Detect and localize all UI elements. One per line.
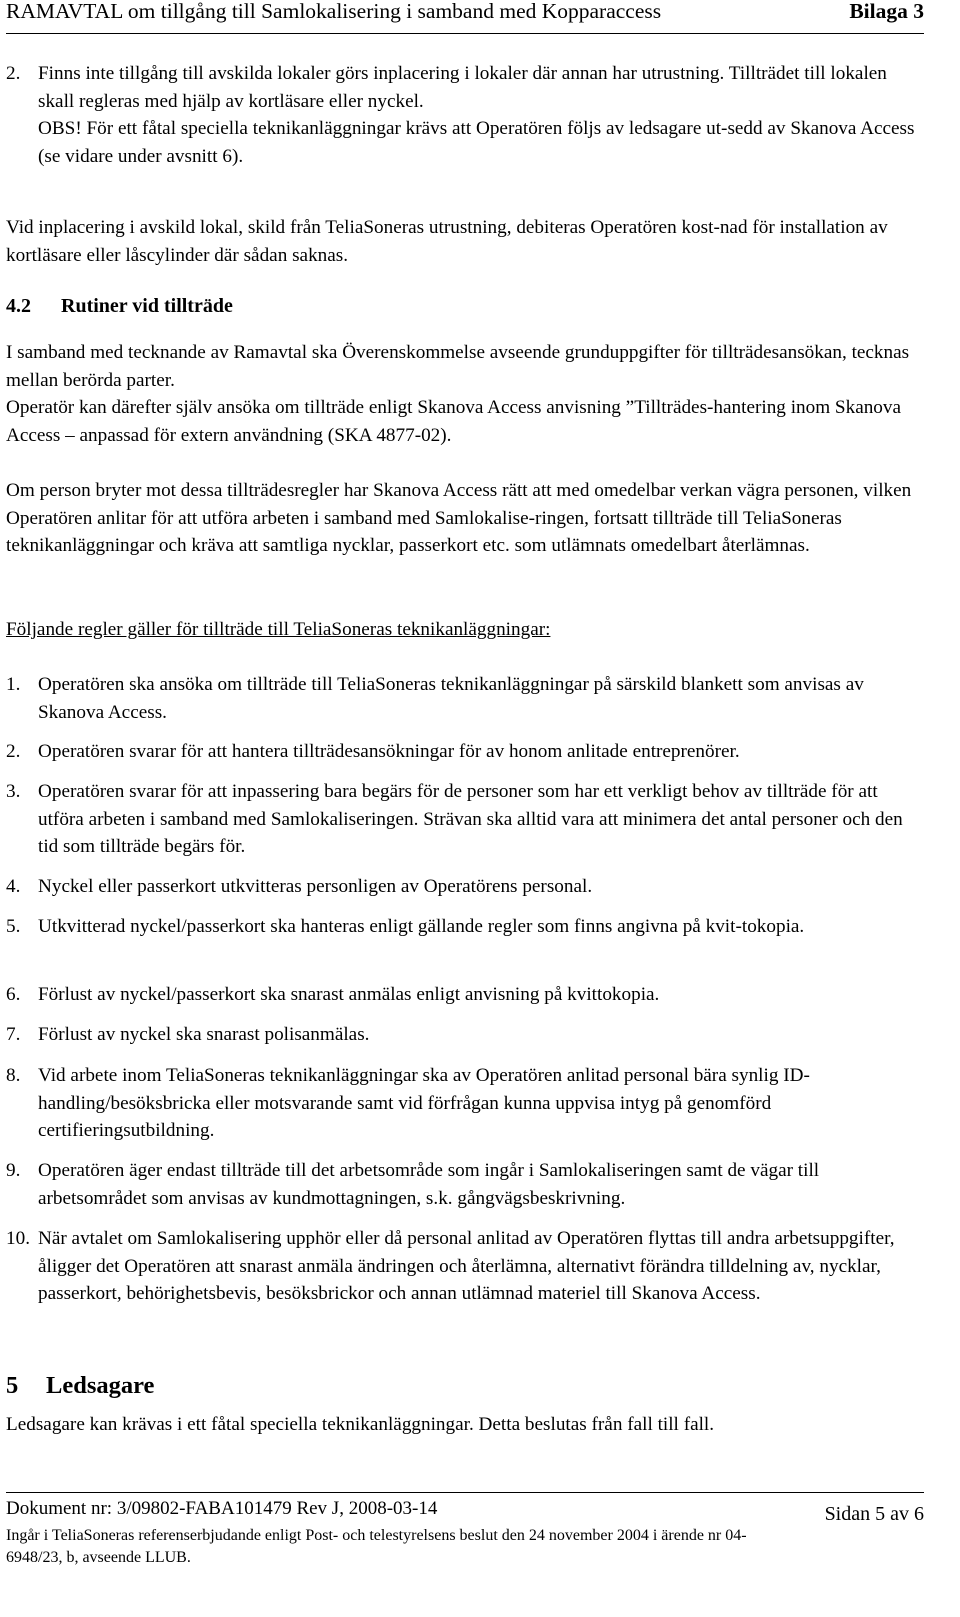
document-number: Dokument nr: 3/09802-FABA101479 Rev J, 2008-03-14 [6, 1498, 438, 1519]
footer-note: Ingår i TeliaSoneras referenserbjudande enligt Post- och telestyrelsens beslut den 24 november 2004 i ärende nr 04-6948/23, b, avseende LLUB. [6, 1527, 747, 1566]
rule-number: 7. [6, 1024, 21, 1045]
page-number: Sidan 5 av 6 [824, 1503, 924, 1525]
section-number: 5 [6, 1372, 19, 1399]
obs-note: OBS! För ett fåtal speciella teknikanläggningar krävs att Operatören följs av ledsagare ut-sedd av Skanova Access (se vidare under avsnitt 6). [38, 118, 915, 167]
rule-number: 9. [6, 1160, 21, 1181]
paragraph-ledsagare: Ledsagare kan krävas i ett fåtal speciella teknikanläggningar. Detta beslutas från fall till fall. [6, 1414, 715, 1435]
section-number: 4.2 [6, 295, 31, 317]
paragraph-inplacering: Vid inplacering i avskild lokal, skild från TeliaSoneras utrustning, debiteras Operatören kost-nad för installation av kortläsare eller låscylinder där sådan saknas. [6, 217, 888, 266]
page-header [6, 0, 924, 26]
rule-text: Förlust av nyckel/passerkort ska snarast anmälas enligt anvisning på kvittokopia. [38, 984, 660, 1005]
paragraph-ramavtal: I samband med tecknande av Ramavtal ska Överenskommelse avseende grunduppgifter för tillträdesansökan, tecknas mellan berörda parter. [6, 342, 910, 391]
list-item-number: 2. [6, 63, 21, 84]
section-title: Ledsagare [46, 1372, 155, 1399]
document-title: RAMAVTAL om tillgång till Samlokalisering i samband med Kopparaccess [6, 0, 662, 23]
rule-text: Utkvitterad nyckel/passerkort ska hanteras enligt gällande regler som finns angivna på kvit-tokopia. [38, 916, 805, 937]
section-title: Rutiner vid tillträde [61, 295, 233, 317]
rules-heading: Följande regler gäller för tillträde till TeliaSoneras teknikanläggningar: [6, 619, 551, 640]
paragraph-ansokan: Operatör kan därefter själv ansöka om tillträde enligt Skanova Access anvisning ”Tillträdes-hantering inom Skanova Access – anpassad för extern användning (SKA 4877-02). [6, 397, 902, 446]
rule-number: 2. [6, 741, 21, 762]
rule-number: 8. [6, 1065, 21, 1086]
rule-text: Operatören svarar för att inpassering bara begärs för de personer som har ett verkligt behov av tillträde för att utföra arbeten i samband med Samlokaliseringen. Strävan ska alltid vara att minimera det antal personer och den tid som tillträde begärs för. [38, 781, 903, 857]
rule-text: Operatören svarar för att hantera tillträdesansökningar för av honom anlitade entreprenörer. [38, 741, 740, 762]
rule-number: 5. [6, 916, 21, 937]
header-divider [6, 33, 924, 34]
rule-number: 3. [6, 781, 21, 802]
rule-text: När avtalet om Samlokalisering upphör eller då personal anlitad av Operatören flyttas till andra arbetsuppgifter, åligger det Operatören att snarast anmäla ändringen och återlämna, alternativt förändra tilldelning av, nycklar, passerkort, behörighetsbevis, besöksbrickor och annan utlämnad materiel till Skanova Access. [38, 1228, 895, 1304]
footer-divider [6, 1492, 924, 1493]
rule-number: 6. [6, 984, 21, 1005]
list-item-text: Finns inte tillgång till avskilda lokaler görs inplacering i lokaler där annan har utrustning. Tillträdet till lokalen skall regleras med hjälp av kortläsare eller nyckel. [38, 63, 887, 112]
appendix-label: Bilaga 3 [849, 0, 924, 23]
rule-number: 4. [6, 876, 21, 897]
rule-text: Vid arbete inom TeliaSoneras teknikanläggningar ska av Operatören anlitad personal bära synlig ID-handling/besöksbricka eller motsvarande samt vid förfrågan kunna uppvisa intyg på genomförd certifieringsutbildning. [38, 1065, 810, 1141]
rule-number: 1. [6, 674, 21, 695]
rule-text: Förlust av nyckel ska snarast polisanmälas. [38, 1024, 370, 1045]
rule-number: 10. [6, 1228, 30, 1249]
rule-text: Operatören ska ansöka om tillträde till TeliaSoneras teknikanläggningar på särskild blankett som anvisas av Skanova Access. [38, 674, 864, 723]
paragraph-tilltradesregler: Om person bryter mot dessa tillträdesregler har Skanova Access rätt att med omedelbar verkan vägra personen, vilken Operatören anlitar för att utföra arbeten i samband med Samlokalise-ringen, fortsatt tillträde till TeliaSoneras teknikanläggningar och kräva att samtliga nycklar, passerkort etc. som utlämnats omedelbart återlämnas. [6, 480, 912, 556]
rule-text: Nyckel eller passerkort utkvitteras personligen av Operatörens personal. [38, 876, 593, 897]
rule-text: Operatören äger endast tillträde till det arbetsområde som ingår i Samlokaliseringen samt de vägar till arbetsområdet som anvisas av kundmottagningen, s.k. gångvägsbeskrivning. [38, 1160, 820, 1209]
